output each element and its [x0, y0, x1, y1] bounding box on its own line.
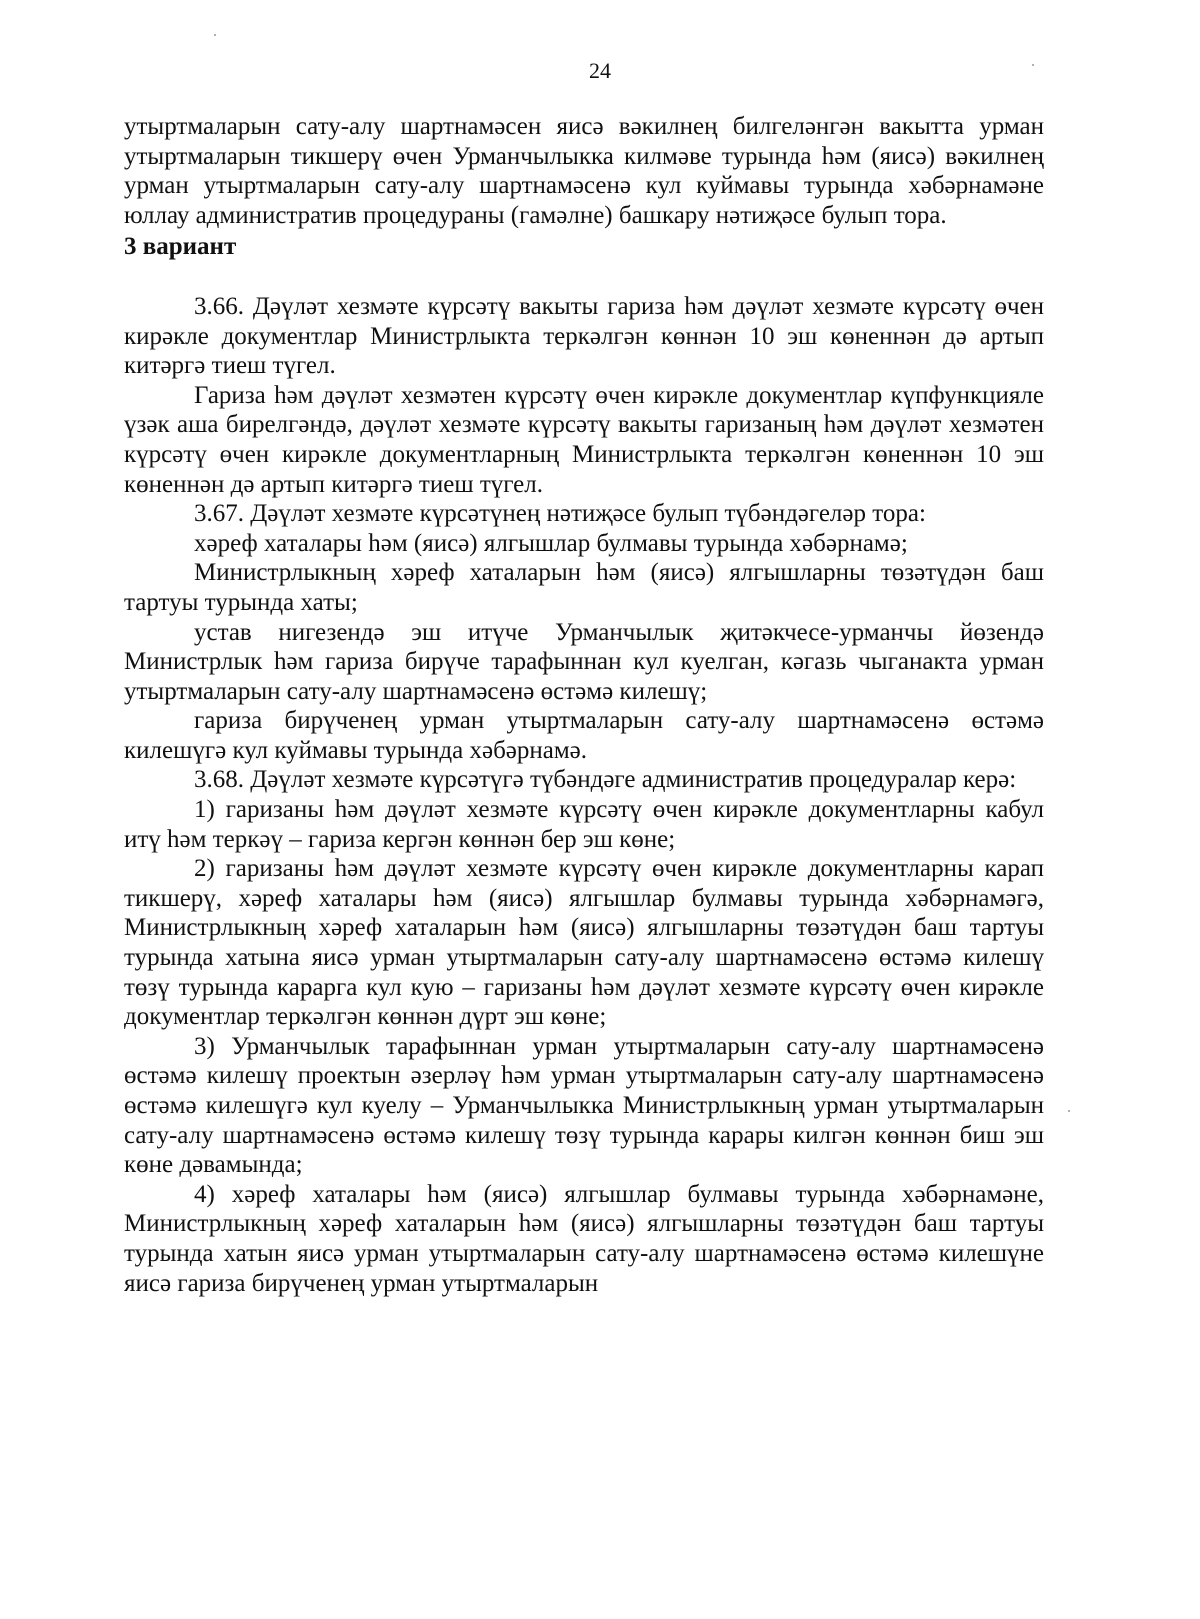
paragraph-application-mfc: Гариза һәм дәүләт хезмәтен күрсәтү өчен кирәкле документлар күпфункцияле үзәк аша бирелгәндә, дәүләт хезмәте күрсәтү вакыты гаризаның һәм дәүләт хезмәтен күрсәтү өчен кирәкле документларның Министрлыкта теркәлгән көненнән 10 эш көненнән дә артып китәргә тиеш түгел. — [124, 381, 1044, 498]
document-body — [124, 112, 1044, 1298]
paragraph-3-67: 3.67. Дәүләт хезмәте күрсәтүнең нәтиҗәсе булып түбәндәгеләр тора: — [194, 500, 926, 528]
scan-speck — [1068, 1110, 1070, 1112]
paragraph-3-68: 3.68. Дәүләт хезмәте күрсәтүгә түбәндәге административ процедуралар керә: — [194, 766, 1017, 794]
intro-paragraph: утыртмаларын сату-алу шартнамәсен яисә вәкилнең билгеләнгән вакытта урман утыртмаларын тикшерү өчен Урманчылыкка килмәве турында һәм (яисә) вәкилнең урман утыртмаларын сату-алу шартнамәсенә кул куймавы турында хәбәрнамәне юллау административ процедураны (гамәлне) башкару нәтиҗәсе булып тора. — [124, 113, 1044, 229]
procedure-item-4: 4) хәреф хаталары һәм (яисә) ялгышлар булмавы турында хәбәрнамәне, Министрлыкның хәреф хаталарын һәм (яисә) ялгышларны төзәтүдән баш тартуы турында хатын яисә урман утыртмаларын сату-алу шартнамәсенә өстәмә килешүне яисә гариза бирүченең урман утыртмаларын — [124, 1180, 1044, 1297]
list-item-result-notice: хәреф хаталары һәм (яисә) ялгышлар булмавы турында хәбәрнамә; — [194, 529, 908, 557]
procedure-item-3: 3) Урманчылык тарафыннан урман утыртмаларын сату-алу шартнамәсенә өстәмә килешү проектын әзерләү һәм урман утыртмаларын сату-алу шартнамәсенә өстәмә килешүгә кул куелу – Урманчылыкка Министрлыкның урман утыртмаларын сату-алу шартнамәсенә өстәмә килешү төзү турында карары килгән көннән биш эш көне дәвамында; — [124, 1032, 1044, 1179]
section-title: 3 вариант — [124, 233, 237, 261]
list-item-result-agreement: устав нигезендә эш итүче Урманчылык җитәкчесе-урманчы йөзендә Министрлык һәм гариза бирүче тарафыннан кул куелган, кәгазь чыганакта урман утыртмаларын сату-алу шартнамәсенә өстәмә килешү; — [124, 618, 1044, 705]
page-number: 24 — [589, 58, 611, 83]
list-item-result-not-signed-notice: гариза бирүченең урман утыртмаларын сату-алу шартнамәсенә өстәмә килешүгә кул куймавы турында хәбәрнамә. — [124, 707, 1044, 764]
procedure-item-1: 1) гаризаны һәм дәүләт хезмәте күрсәтү өчен кирәкле документларны кабул итү һәм теркәү – гариза кергән көннән бер эш көне; — [124, 796, 1044, 853]
paragraph-3-66: 3.66. Дәүләт хезмәте күрсәтү вакыты гариза һәм дәүләт хезмәте күрсәтү өчен кирәкле документлар Министрлыкта теркәлгән көннән 10 эш көненнән дә артып китәргә тиеш түгел. — [124, 292, 1044, 380]
procedure-item-2: 2) гаризаны һәм дәүләт хезмәте күрсәтү өчен кирәкле документларны карап тикшерү, хәреф хаталары һәм (яисә) ялгышлар булмавы турында хәбәрнамәгә, Министрлыкның хәреф хаталарын һәм (яисә) ялгышларны төзәтүдән баш тартуы турында хатына яисә урман утыртмаларын сату-алу шартнамәсенә өстәмә килешү төзү турында карарга кул кую – гаризаны һәм дәүләт хезмәте күрсәтү өчен кирәкле документлар теркәлгән көннән дүрт эш көне; — [124, 855, 1044, 1031]
scan-speck — [214, 34, 216, 36]
list-item-result-refusal-letter: Министрлыкның хәреф хаталарын һәм (яисә) ялгышларны төзәтүдән баш тартуы турында хаты; — [124, 559, 1044, 616]
